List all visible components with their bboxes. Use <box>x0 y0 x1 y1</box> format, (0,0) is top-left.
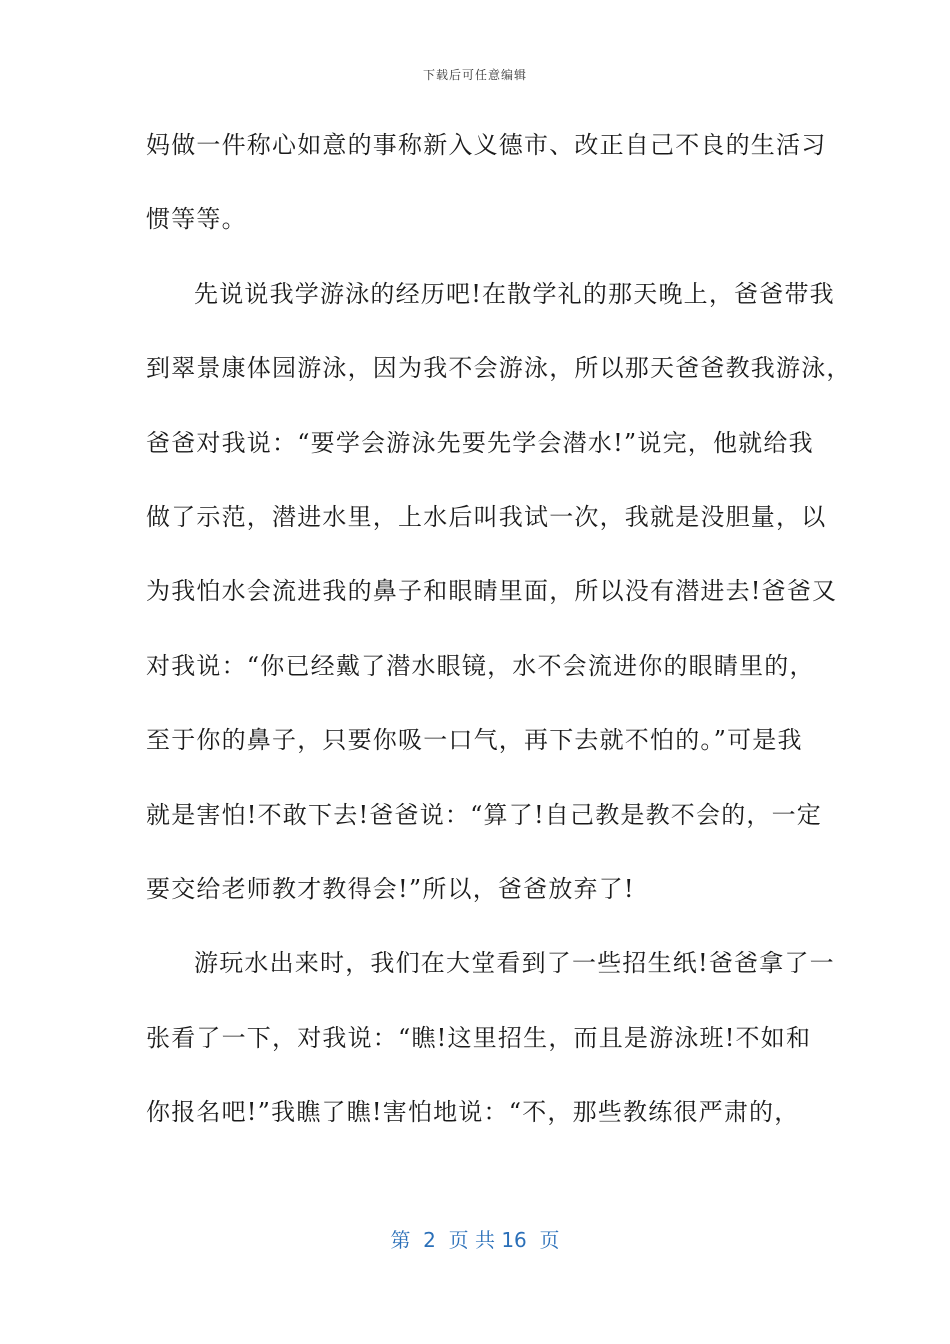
text-line: 为我怕水会流进我的鼻子和眼睛里面，所以没有潜进去!爸爸又 <box>146 577 838 606</box>
paragraph-start-line: 游玩水出来时，我们在大堂看到了一些招生纸!爸爸拿了一 <box>194 949 835 978</box>
text-line: 惯等等。 <box>146 205 247 234</box>
text-line: 爸爸对我说：“要学会游泳先要先学会潜水!”说完，他就给我 <box>146 428 814 457</box>
text-line: 张看了一下，对我说：“瞧!这里招生，而且是游泳班!不如和 <box>146 1023 812 1052</box>
text-line: 到翠景康体园游泳，因为我不会游泳，所以那天爸爸教我游泳， <box>146 354 852 383</box>
text-line: 就是害怕!不敢下去!爸爸说：“算了!自己教是教不会的，一定 <box>146 800 823 829</box>
text-line: 对我说：“你已经戴了潜水眼镜，水不会流进你的眼睛里的， <box>146 651 815 680</box>
text-line: 做了示范，潜进水里，上水后叫我试一次，我就是没胆量，以 <box>146 502 827 531</box>
paragraph-start-line: 先说说我学游泳的经历吧!在散学礼的那天晚上，爸爸带我 <box>194 279 835 308</box>
text-line: 妈做一件称心如意的事称新入义德市、改正自己不良的生活习 <box>146 131 827 159</box>
document-body <box>146 108 852 1149</box>
text-line: 至于你的鼻子，只要你吸一口气，再下去就不怕的。”可是我 <box>146 726 803 755</box>
page-header: 下载后可任意编辑 <box>422 68 527 82</box>
text-line: 要交给老师教才教得会!”所以，爸爸放弃了! <box>146 874 635 903</box>
text-line: 你报名吧!”我瞧了瞧!害怕地说：“不，那些教练很严肃的， <box>146 1098 800 1127</box>
page-number-footer: 第 2 页 共 16 页 <box>390 1228 560 1252</box>
